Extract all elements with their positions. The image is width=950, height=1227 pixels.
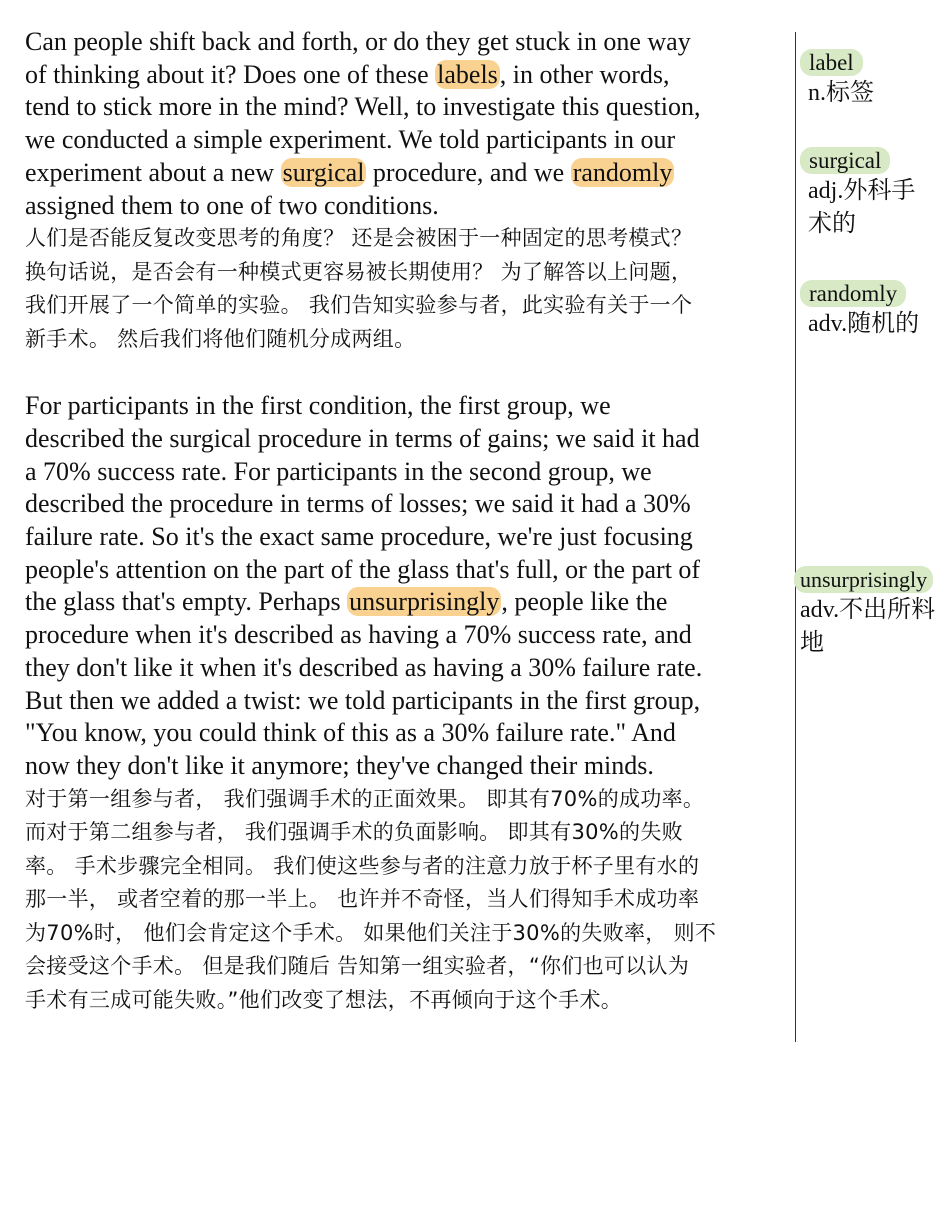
- vocab-definition: [800, 594, 948, 660]
- vocab-definition: [808, 175, 943, 241]
- highlight-unsurprisingly[interactable]: unsurprisingly: [349, 587, 500, 617]
- p1-line4: we conducted a simple experiment. We told participants in our: [25, 125, 676, 155]
- vocab-definition-line: 术的: [808, 211, 856, 237]
- vocab-definition-line: n.标签: [808, 80, 874, 106]
- p1-line1: Can people shift back and forth, or do they get stuck in one way: [25, 27, 691, 56]
- vocab-entry-unsurprisingly[interactable]: [794, 566, 948, 660]
- p1-line2-post: , in other words,: [499, 59, 670, 89]
- paragraph-2-chinese: 对于第一组参与者， 我们强调手术的正面效果。 即其有70%的成功率。 而对于第二组参与者， 我们强调手术的负面影响。 即其有30%的失败 率。 手术步骤完全相同。 我们使这些参与者的注意力放于杯子里有水的 那一半， 或者空着的那一半上。 也许并不奇怪，当人们得知手术成功率 为70%时， 他们会肯定这个手术。 如果他们关注于30%的失败率， 则不 会接受这个手术。 但是我们随后 告知第一组实验者，“你们也可以认为 手术有三成可能失败。”他们改变了想法，不再倾向于这个手术。: [25, 786, 717, 1012]
- p1-line3: tend to stick more in the mind? Well, to investigate this question,: [25, 92, 701, 122]
- p1-line5-mid: procedure, and we: [366, 157, 571, 187]
- paragraph-1-chinese: 人们是否能反复改变思考的角度？ 还是会被困于一种固定的思考模式？ 换句话说，是否会有一种模式更容易被长期使用？ 为了解答以上问题， 我们开展了一个简单的实验。 我们告知实验参与者，此实验有关于一个 新手术。 然后我们将他们随机分成两组。: [25, 226, 693, 351]
- p2-text-pre: For participants in the first condition, the first group, we described the surgical procedure in terms of gains; we said it had a 70% success rate. For participants in the second group, we described the procedure in terms of losses; we said it had a 30% failure rate. So it's the exact same procedure, we're just focusing people's attention on the part of the glass that's full, or the part of the glass that's empty. Perhaps: [25, 391, 701, 617]
- p2-text-post: , people like the procedure when it's described as having a 70% success rate, and they don't like it when it's described as having a 30% failure rate. But then we added a twist: we told participants in the first group, "You know, you could think of this as a 30% failure rate." And now they don't like it anymore; they've changed their minds.: [25, 587, 703, 780]
- vocab-entry-surgical[interactable]: [800, 147, 943, 241]
- vocab-term: label: [800, 49, 863, 76]
- vocab-definition-line: 地: [800, 630, 824, 656]
- p1-line2-pre: of thinking about it? Does one of these: [25, 59, 436, 89]
- vocab-definition: [808, 308, 943, 341]
- highlight-randomly[interactable]: randomly: [572, 157, 673, 187]
- vocab-term: surgical: [800, 147, 890, 174]
- vocab-term: randomly: [800, 280, 906, 307]
- vocab-term: unsurprisingly: [794, 566, 933, 593]
- highlight-surgical[interactable]: surgical: [282, 157, 365, 187]
- article-body: [25, 26, 785, 1017]
- paragraph-gap: [25, 356, 785, 390]
- p1-line5-pre: experiment about a new: [25, 157, 281, 187]
- vocab-definition: [808, 77, 943, 110]
- vocab-entry-label[interactable]: [800, 49, 943, 110]
- paragraph-1-english: [25, 26, 785, 222]
- vocab-entry-randomly[interactable]: [800, 280, 943, 341]
- paragraph-2-english: [25, 390, 785, 782]
- vocab-definition-line: adv.不出所料: [800, 597, 936, 623]
- vocab-definition-line: adv.随机的: [808, 311, 920, 337]
- vocab-definition-line: adj.外科手: [808, 178, 916, 204]
- p1-line6: assigned them to one of two conditions.: [25, 190, 439, 220]
- sidebar-divider: [795, 32, 796, 1042]
- highlight-labels[interactable]: labels: [437, 59, 498, 89]
